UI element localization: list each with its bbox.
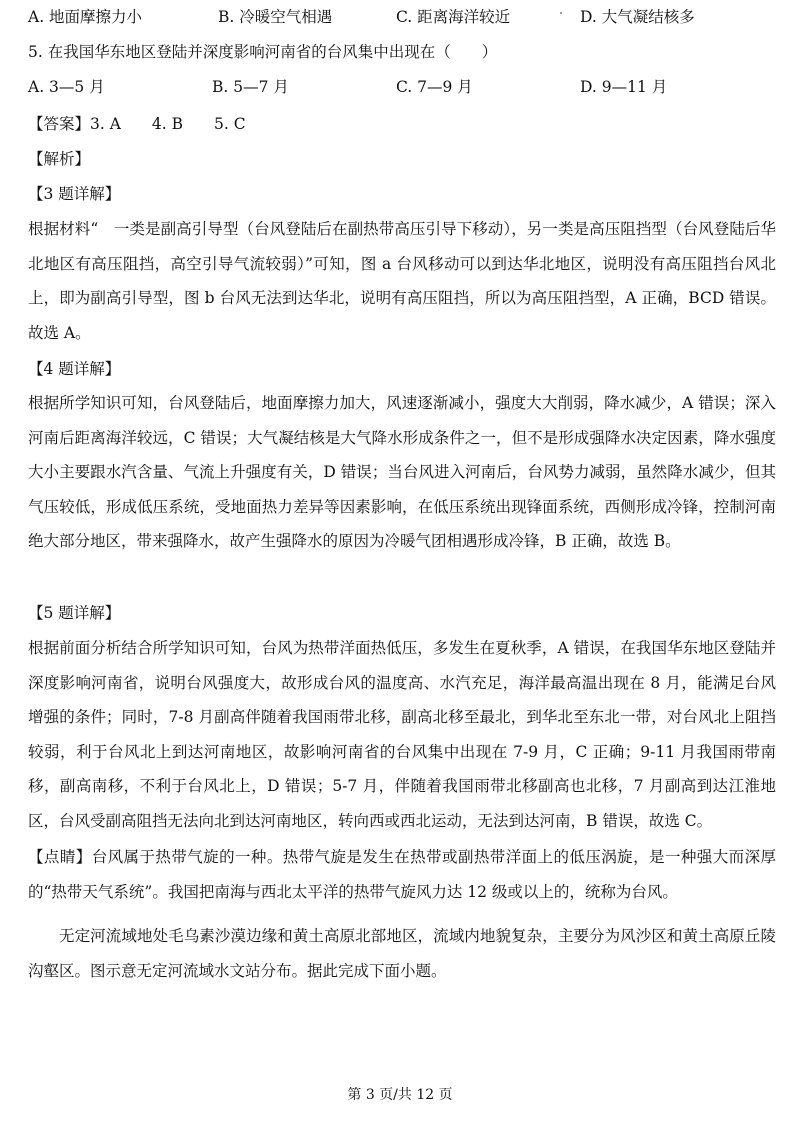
scan-mark: [560, 12, 562, 14]
answer-line: 【答案】3. A 4. B 5. C: [28, 115, 246, 133]
page-number: 第 3 页/共 12 页: [347, 1087, 453, 1103]
q4-option-d: D. 大气凝结核多: [580, 8, 695, 26]
q3-body: 根据材料“ 一类是副高引导型（台风登陆后在副热带高压引导下移动），另一类是高压阻挡型（台风登陆后华北地区有高压阻挡，高空引导气流较弱）”可知，图 a 台风移动可以到达华北地区，说明没有高压阻挡台风北上，即为副高引导型，图 b 台风无法到达华北，说明有高压阻挡，所以为高压阻挡型，A 正确，BCD 错误。故选 A。: [28, 220, 776, 342]
q4-option-c: C. 距离海洋较近: [396, 8, 511, 26]
tip-paragraph: 【点睛】台风属于热带气旋的一种。热带气旋是发生在热带或副热带洋面上的低压涡旋，是一种强大而深厚的“热带天气系统”。我国把南海与西北太平洋的热带气旋风力达 12 级或以上的，统称为台风。: [28, 848, 776, 901]
q5-option-c: C. 7—9 月: [396, 78, 473, 96]
q4-option-a: A. 地面摩擦力小: [28, 8, 143, 26]
q4-option-b: B. 冷暖空气相遇: [218, 8, 333, 26]
q5-option-a: A. 3—5 月: [28, 78, 105, 96]
q5-option-b: B. 5—7 月: [212, 78, 289, 96]
q5-stem: 5. 在我国华东地区登陆并深度影响河南省的台风集中出现在（ ）: [28, 43, 498, 61]
q3-heading: 【3 题详解】: [28, 185, 121, 203]
q5-body: 根据前面分析结合所学知识可知，台风为热带洋面热低压，多发生在夏秋季，A 错误，在我国华东地区登陆并深度影响河南省，说明台风强度大，故形成台风的温度高、水汽充足，海洋最高温出现在 8 月，能满足台风增强的条件；同时，7-8 月副高伴随着我国雨带北移，副高北移至最北，到华北至东北一带，对台风北上阻挡较弱，利于台风北上到达河南地区，故影响河南省的台风集中出现在 7-9 月，C 正确；9-11 月我国雨带南移，副高南移，不利于台风北上，D 错误；5-7 月，伴随着我国雨带北移副高也北移，7 月副高到达江淮地区，台风受副高阻挡无法向北到达河南地区，转向西或西北运动，无法到达河南，B 错误，故选 C。: [28, 639, 776, 830]
q5-heading: 【5 题详解】: [28, 604, 121, 622]
q4-body: 根据所学知识可知，台风登陆后，地面摩擦力加大，风速逐渐减小，强度大大削弱，降水减少，A 错误；深入河南后距离海洋较远，C 错误；大气凝结核是大气降水形成条件之一，但不是形成强降水决定因素，降水强度大小主要跟水汽含量、气流上升强度有关，D 错误；当台风进入河南后，台风势力减弱，虽然降水减少，但其气压较低，形成低压系统，受地面热力差异等因素影响，在低压系统出现锋面系统，西侧形成冷锋，控制河南绝大部分地区，带来强降水，故产生强降水的原因为冷暖气团相遇形成冷锋，B 正确，故选 B。: [28, 394, 776, 551]
analysis-label: 【解析】: [28, 150, 91, 168]
q4-heading: 【4 题详解】: [28, 360, 121, 378]
next-question-intro: 无定河流域地处毛乌素沙漠边缘和黄土高原北部地区，流域内地貌复杂，主要分为风沙区和黄土高原丘陵沟壑区。图示意无定河流域水文站分布。据此完成下面小题。: [28, 927, 776, 980]
q5-option-d: D. 9—11 月: [580, 78, 668, 96]
